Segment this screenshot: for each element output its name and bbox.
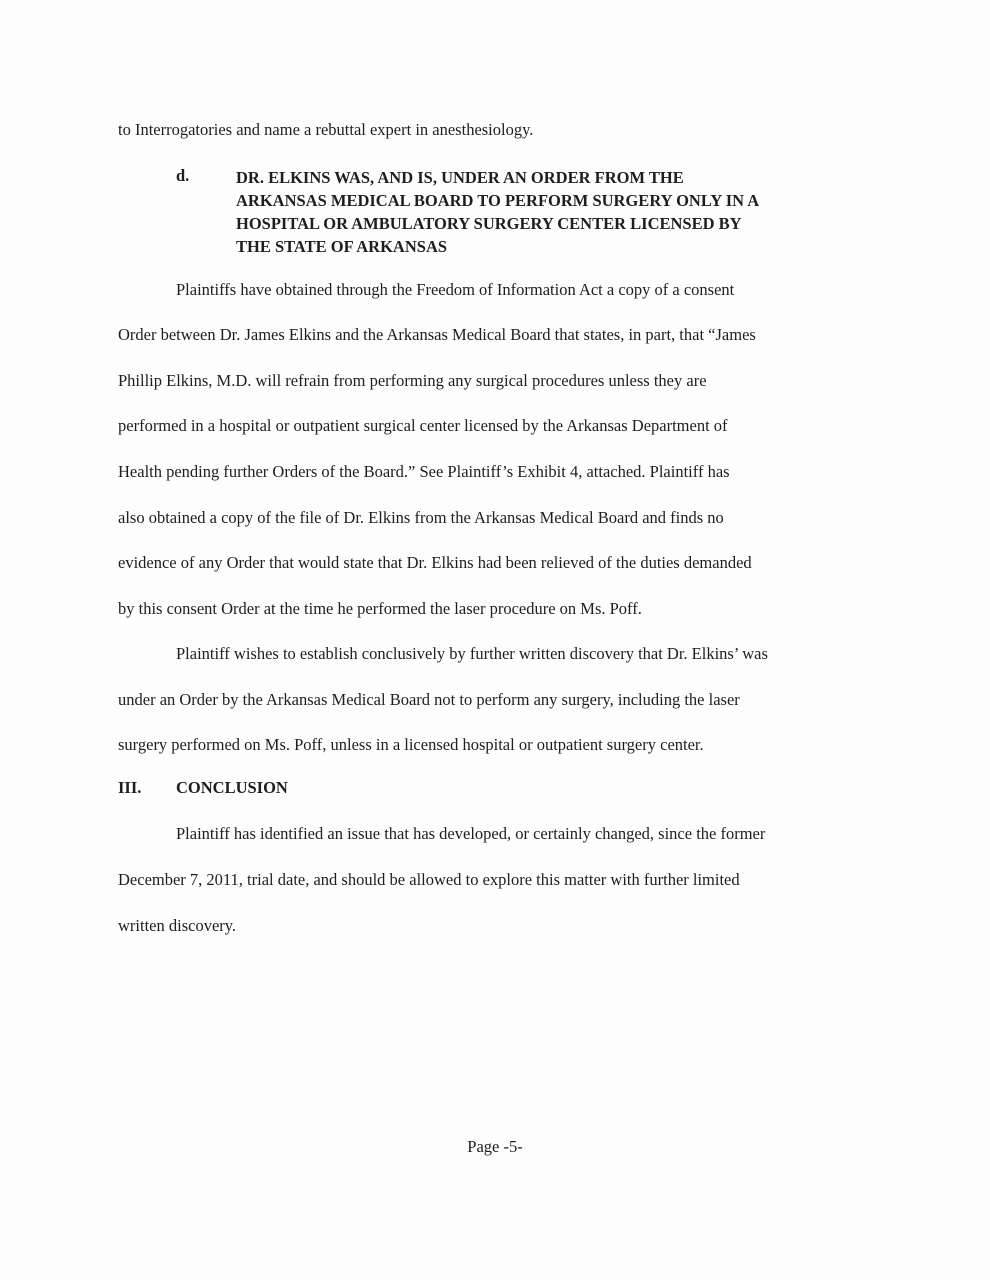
heading-line: HOSPITAL OR AMBULATORY SURGERY CENTER LICENSED BY (236, 214, 742, 233)
section-number: III. (118, 778, 142, 797)
paragraph-line: evidence of any Order that would state that Dr. Elkins had been relieved of the duties demanded (118, 553, 752, 572)
intro-line: to Interrogatories and name a rebuttal expert in anesthesiology. (118, 120, 534, 139)
paragraph-line: Order between Dr. James Elkins and the Arkansas Medical Board that states, in part, that “James (118, 325, 756, 344)
heading-line: THE STATE OF ARKANSAS (236, 237, 448, 256)
paragraph-line: Plaintiffs have obtained through the Freedom of Information Act a copy of a consent (176, 280, 735, 299)
paragraph-line: Plaintiff has identified an issue that has developed, or certainly changed, since the former (176, 824, 766, 843)
paragraph-line: under an Order by the Arkansas Medical Board not to perform any surgery, including the laser (118, 690, 740, 709)
heading-number: d. (176, 166, 190, 185)
section-title: CONCLUSION (176, 778, 288, 797)
paragraph-line: Health pending further Orders of the Board.” See Plaintiff’s Exhibit 4, attached. Plaintiff has (118, 462, 730, 481)
paragraph-line: also obtained a copy of the file of Dr. Elkins from the Arkansas Medical Board and finds no (118, 508, 724, 527)
section-heading (236, 166, 876, 258)
paragraph-line: surgery performed on Ms. Poff, unless in a licensed hospital or outpatient surgery center. (118, 735, 704, 754)
heading-line: DR. ELKINS WAS, AND IS, UNDER AN ORDER FROM THE (236, 168, 684, 187)
page-number: Page -5- (467, 1137, 523, 1156)
paragraph-line: by this consent Order at the time he performed the laser procedure on Ms. Poff. (118, 599, 642, 618)
heading-line: ARKANSAS MEDICAL BOARD TO PERFORM SURGERY ONLY IN A (236, 191, 760, 210)
paragraph-line: Phillip Elkins, M.D. will refrain from performing any surgical procedures unless they are (118, 371, 707, 390)
paragraph-line: written discovery. (118, 916, 237, 935)
paragraph-line: Plaintiff wishes to establish conclusively by further written discovery that Dr. Elkins’ was (176, 644, 768, 663)
paragraph-line: December 7, 2011, trial date, and should be allowed to explore this matter with further limited (118, 870, 740, 889)
paragraph-line: performed in a hospital or outpatient surgical center licensed by the Arkansas Department of (118, 416, 728, 435)
